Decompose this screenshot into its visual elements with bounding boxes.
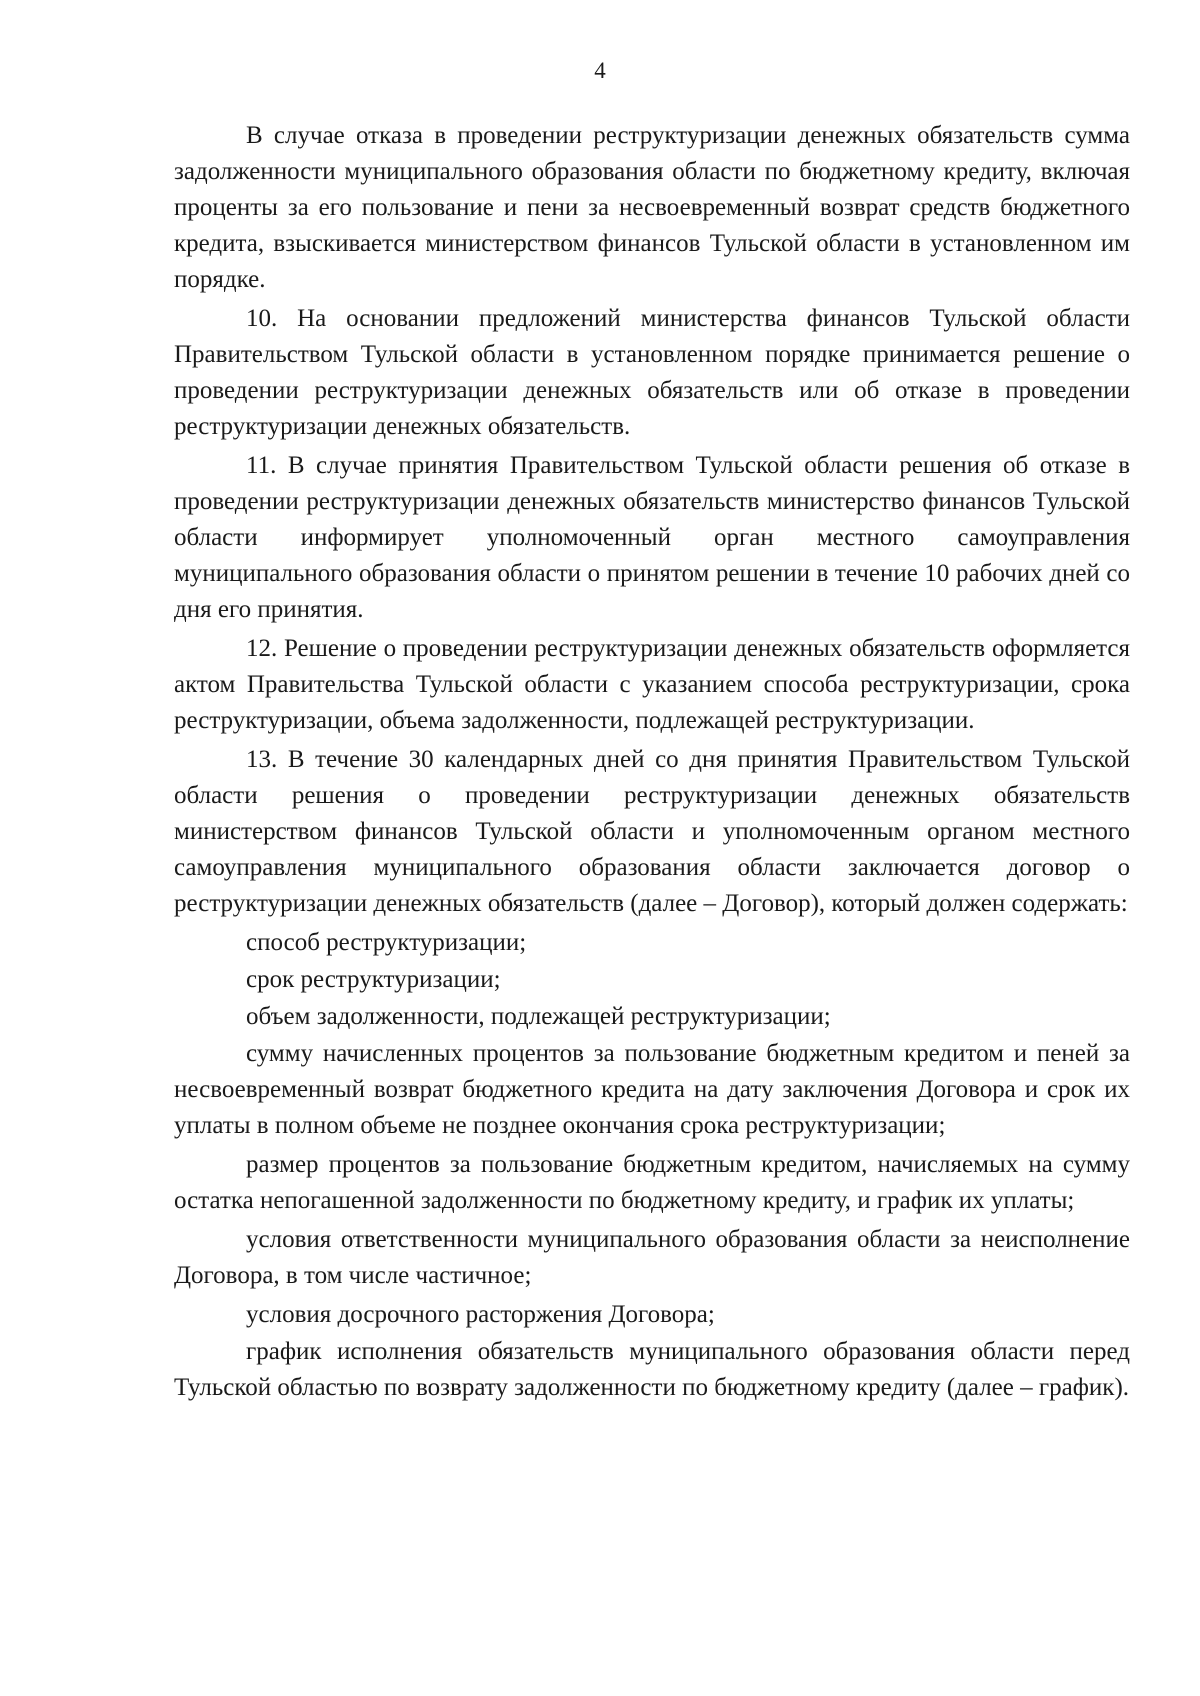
page-number: 4 [594, 58, 606, 83]
list-item-method: способ реструктуризации; [246, 929, 527, 956]
paragraph-item-11: 11. В случае принятия Правительством Тульской области решения об отказе в проведении реструктуризации денежных обязательств министерство финансов Тульской области информирует уполномоченный орган местного самоуправления муниципального образования области о принятом решении в течение 10 рабочих дней со дня его принятия. [174, 452, 1130, 623]
paragraph-refusal-recovery: В случае отказа в проведении реструктуризации денежных обязательств сумма задолженности муниципального образования области по бюджетному кредиту, включая проценты за его пользование и пени за несвоевременный возврат средств бюджетного кредита, взыскивается министерством финансов Тульской области в установленном им порядке. [174, 122, 1130, 293]
paragraph-item-12: 12. Решение о проведении реструктуризации денежных обязательств оформляется актом Правительства Тульской области с указанием способа реструктуризации, срока реструктуризации, объема задолженности, подлежащей реструктуризации. [174, 635, 1130, 734]
paragraph-item-10: 10. На основании предложений министерства финансов Тульской области Правительством Тульской области в установленном порядке принимается решение о проведении реструктуризации денежных обязательств или об отказе в проведении реструктуризации денежных обязательств. [174, 305, 1130, 440]
list-item-schedule: график исполнения обязательств муниципального образования области перед Тульской областью по возврату задолженности по бюджетному кредиту (далее – график). [174, 1338, 1130, 1401]
list-item-term: срок реструктуризации; [246, 966, 501, 993]
list-item-interest-rate: размер процентов за пользование бюджетным кредитом, начисляемых на сумму остатка непогашенной задолженности по бюджетному кредиту, и график их уплаты; [174, 1151, 1130, 1214]
list-item-termination: условия досрочного расторжения Договора; [246, 1301, 715, 1328]
paragraph-item-13: 13. В течение 30 календарных дней со дня принятия Правительством Тульской области решения о проведении реструктуризации денежных обязательств министерством финансов Тульской области и уполномоченным органом местного самоуправления муниципального образования области заключается договор о реструктуризации денежных обязательств (далее – Договор), который должен содержать: [174, 746, 1130, 917]
list-item-liability: условия ответственности муниципального образования области за неисполнение Договора, в том числе частичное; [174, 1226, 1130, 1289]
document-body [174, 118, 1130, 1409]
list-item-debt-volume: объем задолженности, подлежащей реструктуризации; [246, 1003, 831, 1030]
list-item-interest-amount: сумму начисленных процентов за пользование бюджетным кредитом и пеней за несвоевременный возврат бюджетного кредита на дату заключения Договора и срок их уплаты в полном объеме не позднее окончания срока реструктуризации; [174, 1040, 1130, 1139]
